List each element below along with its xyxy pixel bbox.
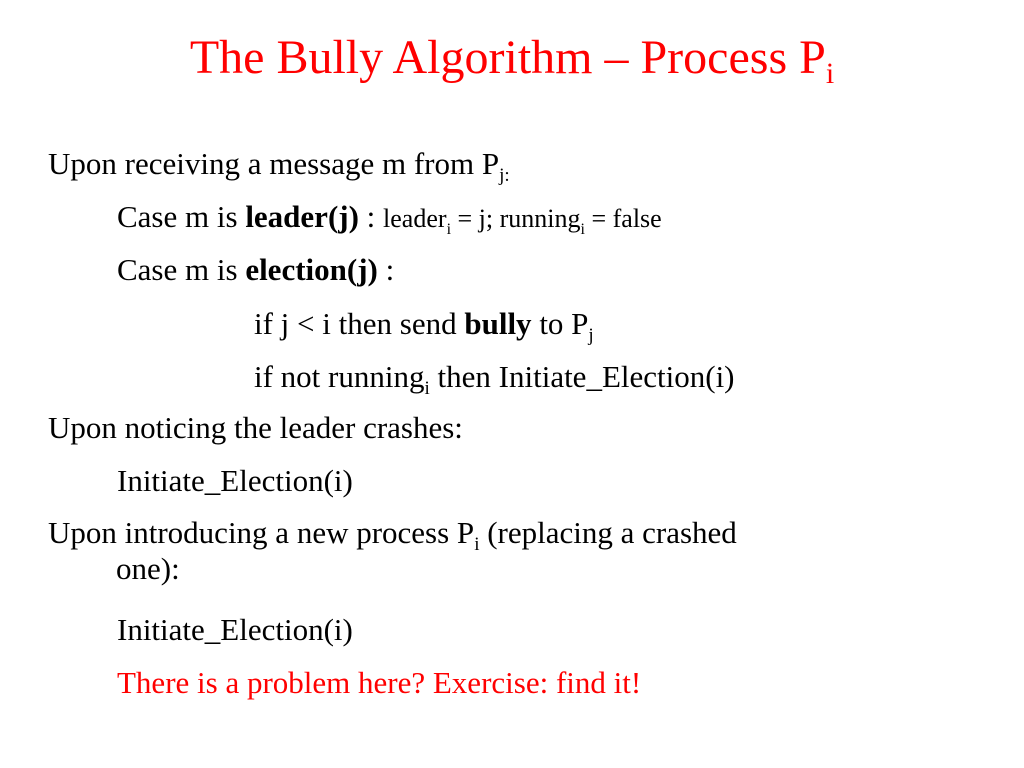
case-leader-leader-text: leader (383, 204, 447, 233)
slide-title (0, 31, 1024, 90)
case-election-end: : (377, 252, 395, 287)
case-election-keyword: election(j) (245, 252, 378, 287)
if-not-running-prefix: if not running (254, 359, 425, 394)
case-leader-action (383, 204, 662, 238)
slide-title-text: The Bully Algorithm – Process P (189, 31, 826, 84)
case-leader-mid-text: = j; running (451, 204, 581, 233)
if-bully-prefix: if j < i then send (254, 306, 465, 341)
case-leader-colon: : (358, 199, 384, 234)
new-process-line (48, 515, 948, 587)
initiate-text-2: Initiate_Election(i) (117, 612, 353, 647)
receive-line (48, 146, 510, 186)
receive-subscript: j: (499, 165, 510, 186)
if-not-running-line (254, 359, 735, 399)
initiate-line-2 (117, 612, 353, 648)
exercise-text: There is a problem here? Exercise: find it! (117, 665, 642, 700)
crash-line (48, 410, 463, 446)
new-process-end: (replacing a crashed (479, 515, 737, 550)
new-process-continuation: one): (116, 551, 180, 586)
initiate-line-1 (117, 463, 353, 499)
new-process-prefix: Upon introducing a new process P (48, 515, 475, 550)
case-leader-prefix: Case m is (117, 199, 246, 234)
if-bully-mid: to P (531, 306, 589, 341)
if-not-running-subscript: i (424, 378, 430, 399)
if-bully-keyword: bully (464, 306, 532, 341)
if-not-running-end: then Initiate_Election(i) (429, 359, 735, 394)
if-bully-subscript: j (588, 325, 594, 346)
case-election-line (117, 252, 394, 288)
slide-title-subscript: i (825, 57, 835, 90)
receive-text: Upon receiving a message m from P (48, 146, 500, 181)
case-election-prefix: Case m is (117, 252, 246, 287)
case-leader-running-subscript: i (580, 221, 585, 238)
case-leader-leader-subscript: i (446, 221, 452, 238)
if-bully-line (254, 306, 594, 346)
case-leader-line (117, 199, 662, 237)
initiate-text-1: Initiate_Election(i) (117, 463, 353, 498)
case-leader-end-text: = false (584, 204, 662, 233)
case-leader-keyword: leader(j) (245, 199, 359, 234)
crash-text: Upon noticing the leader crashes: (48, 410, 463, 445)
exercise-line (117, 665, 641, 701)
new-process-subscript: i (474, 534, 480, 555)
